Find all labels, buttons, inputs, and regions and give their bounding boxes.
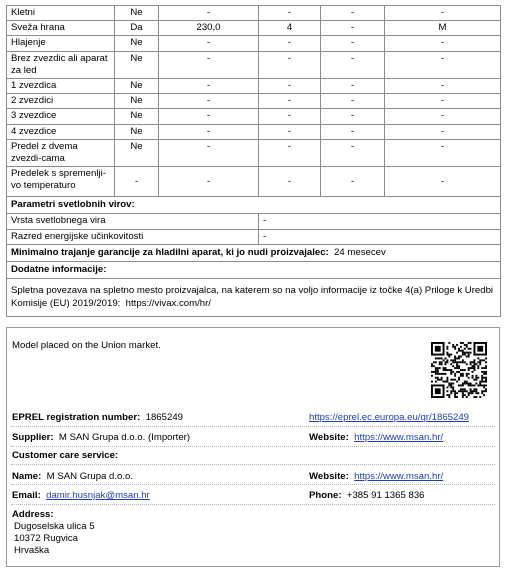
compartment-label: 2 zvezdici	[7, 94, 115, 109]
compartment-value: Ne	[115, 6, 159, 21]
compartment-value: -	[115, 167, 159, 197]
address-line: 10372 Rugvica	[14, 533, 79, 544]
eprel-line: EPREL registration number: 1865249	[12, 412, 183, 423]
light-row	[7, 214, 501, 229]
compartment-value: -	[321, 109, 385, 124]
table-row	[7, 79, 501, 94]
eprel-number: 1865249	[145, 412, 183, 423]
table-row	[7, 124, 501, 139]
care-name-line: Name: M SAN Grupa d.o.o.	[12, 471, 134, 482]
compartment-value: -	[259, 109, 321, 124]
compartment-value: Ne	[115, 124, 159, 139]
compartment-value: -	[385, 94, 501, 109]
compartment-value: -	[159, 139, 259, 166]
warranty-value: 24 mesecev	[334, 246, 386, 258]
compartment-label: Sveža hrana	[7, 21, 115, 36]
table-row	[7, 21, 501, 36]
compartment-value: -	[259, 124, 321, 139]
table-row	[7, 6, 501, 21]
compartment-value: -	[385, 109, 501, 124]
compartment-label: 4 zvezdice	[7, 124, 115, 139]
compartment-value: -	[159, 79, 259, 94]
compartment-value: Da	[115, 21, 159, 36]
address-line: Hrvaška	[14, 545, 50, 556]
extra-heading: Dodatne informacije:	[11, 264, 107, 276]
light-label: Vrsta svetlobnega vira	[7, 214, 259, 229]
table-row	[7, 51, 501, 78]
compartment-value: -	[385, 124, 501, 139]
manufacturer-link[interactable]: https://vivax.com/hr/	[125, 297, 211, 309]
table-row	[7, 36, 501, 51]
compartment-value: -	[385, 139, 501, 166]
compartment-value: -	[385, 79, 501, 94]
compartment-value: -	[321, 79, 385, 94]
care-email-line: Email: damir.husnjak@msan.hr	[12, 490, 150, 501]
compartment-label: 1 zvezdica	[7, 79, 115, 94]
model-note: Model placed on the Union market.	[12, 340, 161, 351]
table-row	[7, 139, 501, 166]
care-phone: +385 91 1365 836	[346, 490, 425, 501]
compartment-value: Ne	[115, 36, 159, 51]
address-line: Dugoselska ulica 5	[14, 521, 95, 532]
compartment-value: -	[321, 21, 385, 36]
compartment-value: -	[259, 36, 321, 51]
compartment-value: -	[321, 94, 385, 109]
care-heading: Customer care service:	[12, 450, 119, 461]
compartment-value: Ne	[115, 51, 159, 78]
compartment-value: Ne	[115, 79, 159, 94]
compartment-value: -	[259, 51, 321, 78]
compartment-value: -	[321, 36, 385, 51]
compartment-value: -	[259, 139, 321, 166]
care-name: M SAN Grupa d.o.o.	[46, 471, 134, 482]
compartment-value: 4	[259, 21, 321, 36]
care-website-link[interactable]: https://www.msan.hr/	[354, 471, 444, 482]
compartment-value: -	[259, 6, 321, 21]
compartment-value: -	[159, 36, 259, 51]
light-heading-row	[7, 197, 501, 214]
table-row	[7, 109, 501, 124]
compartment-value: -	[159, 6, 259, 21]
compartment-value: Ne	[115, 109, 159, 124]
address-heading: Address:	[12, 509, 54, 520]
compartment-value: -	[321, 167, 385, 197]
extra-text: Spletna povezava na spletno mesto proizvajalca, na katerem so na voljo informacije iz točke 4(a) Priloge k Uredbi Komisije (EU) 2019/2019:	[11, 285, 494, 309]
compartment-value: -	[385, 36, 501, 51]
extra-text-row	[7, 279, 501, 317]
compartment-label: Hlajenje	[7, 36, 115, 51]
compartment-label: Brez zvezdic ali aparat za led	[7, 51, 115, 78]
light-value: -	[259, 214, 501, 229]
care-website-line: Website: https://www.msan.hr/	[309, 471, 444, 482]
compartment-label: Predel z dvema zvezdi-cama	[7, 139, 115, 166]
extra-heading-row	[7, 262, 501, 279]
supplier-website-line: Website: https://www.msan.hr/	[309, 432, 444, 443]
light-label: Razred energijske učinkovitosti	[7, 229, 259, 244]
compartment-value: -	[385, 167, 501, 197]
table-row	[7, 94, 501, 109]
compartment-value: -	[259, 79, 321, 94]
compartment-value: -	[159, 167, 259, 197]
compartment-label: 3 zvezdice	[7, 109, 115, 124]
supplier-website-link[interactable]: https://www.msan.hr/	[354, 432, 444, 443]
light-heading: Parametri svetlobnih virov:	[11, 199, 135, 211]
compartment-value: 230,0	[159, 21, 259, 36]
compartment-value: -	[159, 124, 259, 139]
warranty-row	[7, 244, 501, 261]
care-email-link[interactable]: damir.husnjak@msan.hr	[46, 490, 150, 501]
compartment-value: -	[159, 109, 259, 124]
compartment-value: -	[321, 124, 385, 139]
compartment-label: Kletni	[7, 6, 115, 21]
compartment-value: -	[385, 6, 501, 21]
light-value: -	[259, 229, 501, 244]
compartment-value: Ne	[115, 94, 159, 109]
compartment-value: -	[321, 139, 385, 166]
compartment-value: -	[385, 51, 501, 78]
compartment-label: Predelek s spremenlji-vo temperaturo	[7, 167, 115, 197]
compartment-value: -	[321, 51, 385, 78]
compartment-value: M	[385, 21, 501, 36]
warranty-label: Minimalno trajanje garancije za hladilni aparat, ki jo nudi proizvajalec:	[11, 246, 329, 258]
address-block	[14, 521, 95, 557]
compartment-value: -	[159, 94, 259, 109]
model-info-panel	[6, 327, 500, 567]
supplier-line: Supplier: M SAN Grupa d.o.o. (Importer)	[12, 432, 191, 443]
supplier-name: M SAN Grupa d.o.o. (Importer)	[58, 432, 191, 443]
compartment-value: -	[259, 167, 321, 197]
compartment-value: -	[159, 51, 259, 78]
care-phone-line: Phone: +385 91 1365 836	[309, 490, 425, 501]
eprel-link[interactable]: https://eprel.ec.europa.eu/qr/1865249	[309, 412, 470, 423]
compartment-value: Ne	[115, 139, 159, 166]
compartments-table	[6, 5, 501, 317]
compartment-value: -	[259, 94, 321, 109]
table-row	[7, 167, 501, 197]
compartment-value: -	[321, 6, 385, 21]
qr-code-icon	[431, 342, 487, 398]
light-row	[7, 229, 501, 244]
